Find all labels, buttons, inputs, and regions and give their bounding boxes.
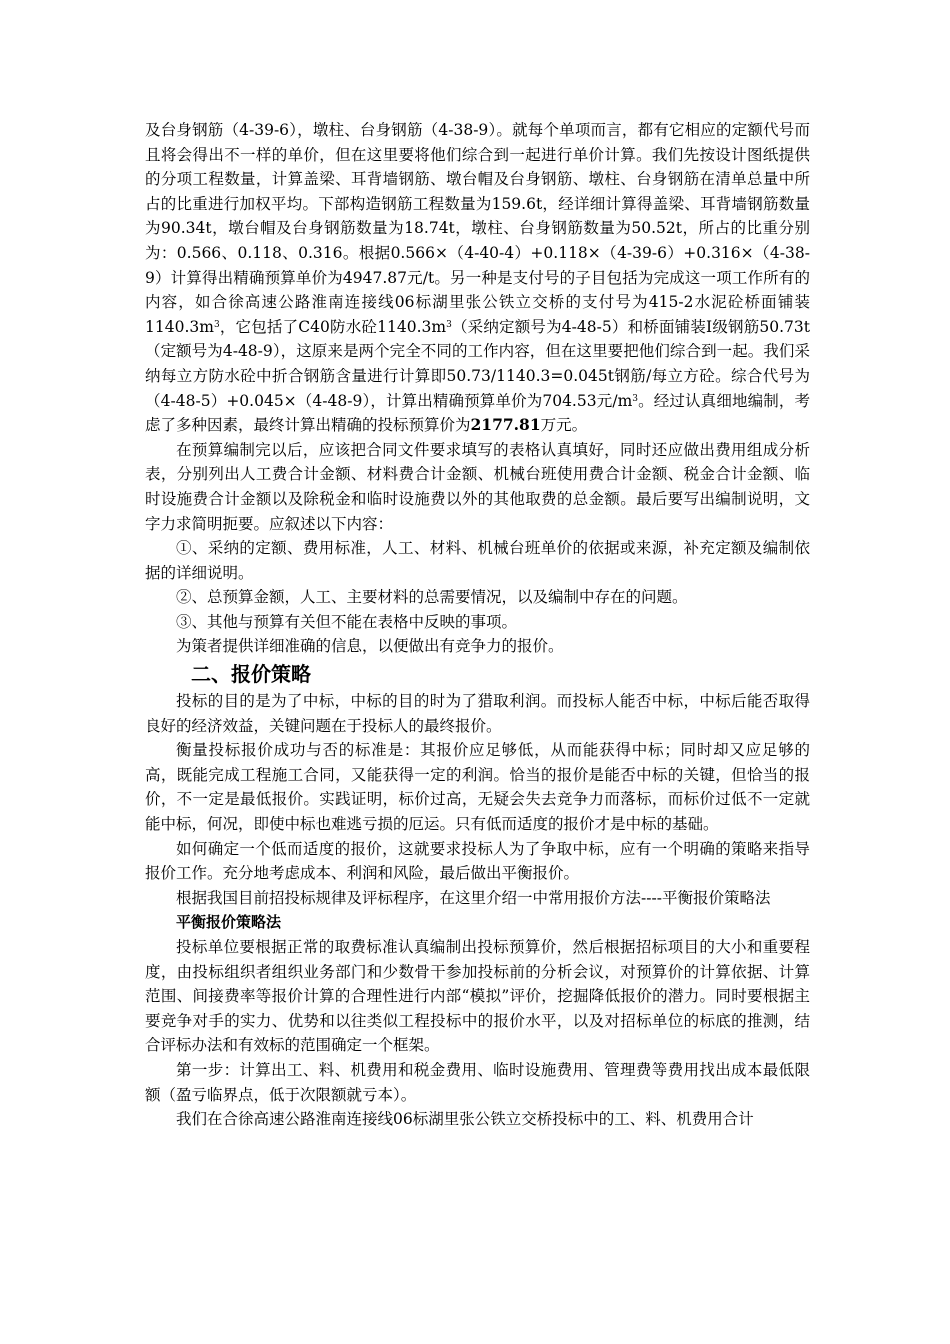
section-heading: 二、报价策略: [191, 662, 311, 687]
paragraph-strategy: 如何确定一个低而适度的报价，这就要求投标人为了争取中标，应有一个明确的策略来指导报价工作。充分地考虑成本、利润和风险，最后做出平衡报价。: [145, 839, 810, 883]
paragraph-method: 根据我国目前招投标规律及评标程序，在这里介绍一中常用报价方法----平衡报价策略法: [176, 888, 771, 907]
paragraph-info: 为策者提供详细准确的信息，以便做出有竞争力的报价。: [176, 637, 564, 656]
list-item: ①、采纳的定额、费用标准，人工、材料、机械台班单价的依据或来源，补充定额及编制依据的详细说明。: [145, 539, 810, 582]
paragraph-purpose: 投标的目的是为了中标，中标的目的时为了猎取利润。而投标人能否中标，中标后能否取得良好的经济效益，关键问题在于投标人的最终报价。: [145, 692, 810, 735]
list-item: ③、其他与预算有关但不能在表格中反映的事项。: [176, 612, 518, 631]
paragraph-step-one: 第一步：计算出工、料、机费用和税金费用、临时设施费用、管理费等费用找出成本最低限额（盈亏临界点，低于次限额就亏本）。: [145, 1060, 810, 1104]
document-page: [145, 118, 810, 1132]
total-budget-value: 2177.81: [470, 415, 541, 435]
paragraph-forms: 在预算编制完以后，应该把合同文件要求填写的表格认真填好，同时还应做出费用组成分析表，分别列出人工费合计金额、材料费合计金额、机械台班使用费合计金额、税金合计金额、临时设施费合计金额以及除税金和临时设施费以外的其他取费的总金额。最后要写出编制说明，文字力求简明扼要。应叙述以下内容：: [145, 440, 810, 533]
paragraph-example: 我们在合徐高速公路淮南连接线06标湖里张公铁立交桥投标中的工、料、机费用合计: [176, 1110, 754, 1129]
subsection-heading: 平衡报价策略法: [176, 913, 282, 932]
paragraph-standard: 衡量投标报价成功与否的标准是：其报价应足够低，从而能获得中标；同时却又应足够的高，既能完成工程施工合同，又能获得一定的利润。恰当的报价是能否中标的关键，但恰当的报价，不一定是最低报价。实践证明，标价过高，无疑会失去竞争力而落标，而标价过低不一定就能中标，何况，即使中标也难逃亏损的厄运。只有低而适度的报价才是中标的基础。: [145, 741, 810, 834]
paragraph-calculation: 及台身钢筋（4-39-6），墩柱、台身钢筋（4-38-9）。就每个单项而言，都有它相应的定额代号而且将会得出不一样的单价，但在这里要将他们综合到一起进行单价计算。我们先按设计图纸提供的分项工程数量，计算盖梁、耳背墙钢筋、墩台帽及台身钢筋、墩柱、台身钢筋在清单总量中所占的比重进行加权平均。下部构造钢筋工程数量为159.6t，经详细计算得盖梁、耳背墙钢筋数量为90.34t，墩台帽及台身钢筋数量为18.74t，墩柱、台身钢筋数量为50.52t，所占的比重分别为：0.566、0.118、0.316。根据0.566×（4-40-4）+0.118×（4-39-6）+0.316×（4-38-9）计算得出精确预算单价为4947.87元/t。另一种是支付号的子目包括为完成这一项工作所有的内容，如合徐高速公路淮南连接线06标湖里张公铁立交桥的支付号为415-2水泥砼桥面铺装$1140.3m^3$，它包括了C40防水砼$1140.3m^3$（采纳定额号为4-48-5）和桥面铺装Ⅰ级钢筋50.73t（定额号为4-48-9），这原来是两个完全不同的工作内容，但在这里要把他们综合到一起。我们采纳每立方防水砼中折合钢筋含量进行计算即50.73/1140.3=0.045t钢筋/每立方砼。综合代号为（4-48-5）+0.045×（4-48-9），计算出精确预算单价为704.53元$/m^3$。经过认真细地编制，考虑了多种因素，最终计算出精确的投标预算价为2177.81万元。: [145, 121, 810, 435]
paragraph-balance: 投标单位要根据正常的取费标准认真编制出投标预算价，然后根据招标项目的大小和重要程度，由投标组织者组织业务部门和少数骨干参加投标前的分析会议，对预算价的计算依据、计算范围、间接费率等报价计算的合理性进行内部“模拟”评价，挖掘降低报价的潜力。同时要根据主要竞争对手的实力、优势和以往类似工程投标中的报价水平，以及对招标单位的标底的推测，结合评标办法和有效标的范围确定一个框架。: [145, 938, 810, 1055]
list-item: ②、总预算金额，人工、主要材料的总需要情况，以及编制中存在的问题。: [176, 588, 688, 607]
